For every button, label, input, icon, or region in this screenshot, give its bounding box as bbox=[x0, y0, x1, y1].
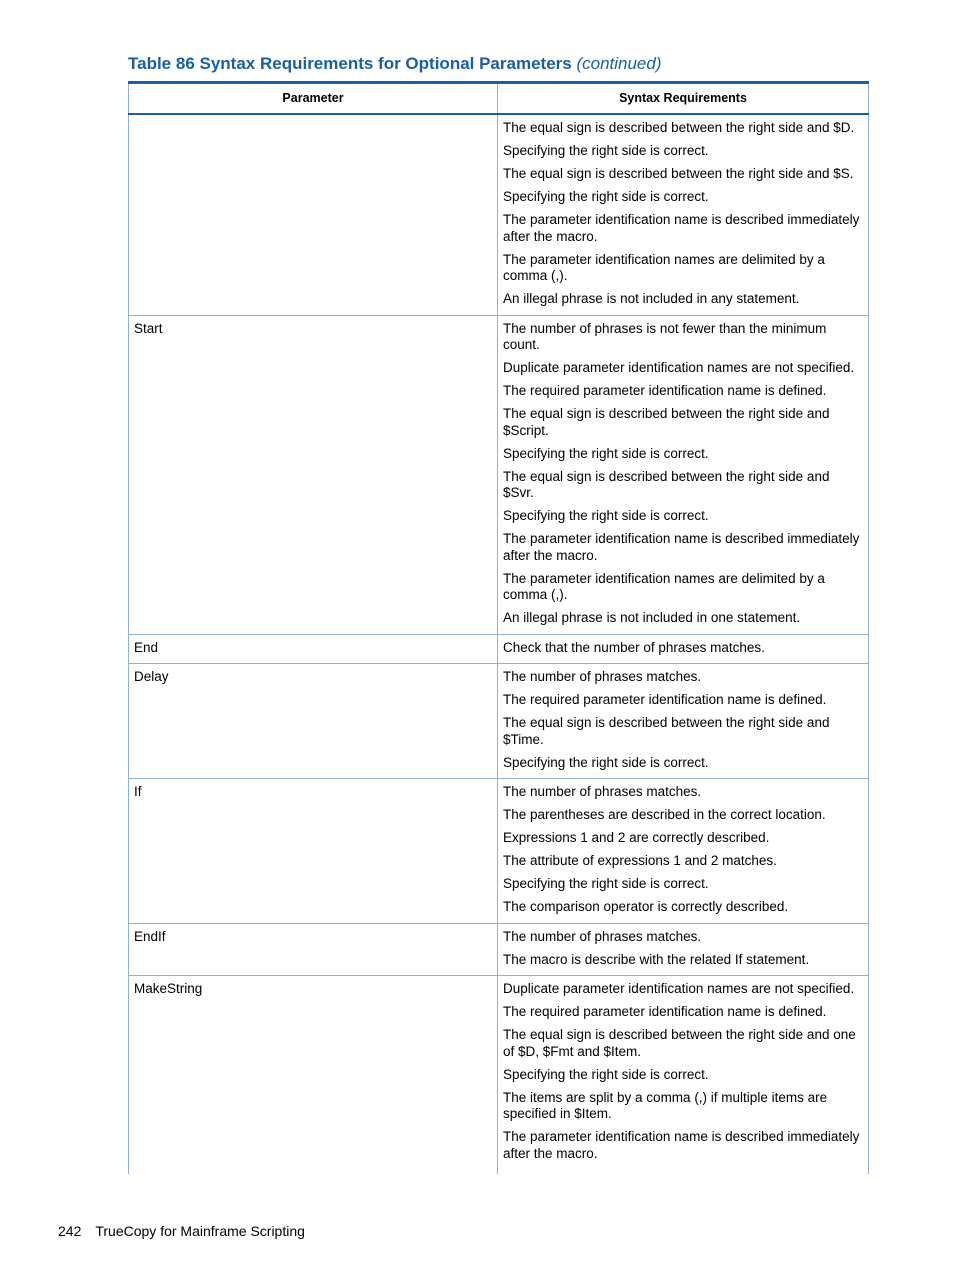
table-body bbox=[129, 114, 869, 1174]
table-header-row bbox=[129, 83, 869, 115]
requirement-text: The equal sign is described between the right side and $Svr. bbox=[503, 468, 830, 500]
parameter-name: Delay bbox=[134, 669, 169, 684]
requirement-text: The parentheses are described in the correct location. bbox=[503, 807, 826, 822]
requirements-cell bbox=[498, 923, 869, 976]
table-row bbox=[129, 634, 869, 664]
requirement-text: The comparison operator is correctly described. bbox=[503, 899, 789, 914]
header-syntax-requirements: Syntax Requirements bbox=[498, 83, 869, 115]
parameter-name: EndIf bbox=[134, 928, 166, 944]
requirement-text: Specifying the right side is correct. bbox=[503, 189, 709, 204]
parameter-cell bbox=[129, 976, 498, 1175]
page-footer bbox=[58, 1223, 305, 1239]
parameter-name: MakeString bbox=[134, 981, 203, 996]
requirement-text: The equal sign is described between the right side and one of $D, $Fmt and $Item. bbox=[503, 1027, 856, 1059]
requirement-text: The macro is describe with the related If statement. bbox=[503, 951, 810, 967]
parameter-cell bbox=[129, 779, 498, 924]
requirement-text: The items are split by a comma (,) if multiple items are specified in $Item. bbox=[503, 1089, 828, 1121]
parameter-name: If bbox=[134, 784, 142, 799]
requirement-text: The attribute of expressions 1 and 2 matches. bbox=[503, 853, 777, 868]
requirement-text: Expressions 1 and 2 are correctly described. bbox=[503, 830, 770, 845]
parameter-cell bbox=[129, 664, 498, 779]
requirement-text: The equal sign is described between the right side and $S. bbox=[503, 166, 854, 181]
table-title-main: Table 86 Syntax Requirements for Optional Parameters bbox=[128, 54, 572, 73]
requirement-text: Specifying the right side is correct. bbox=[503, 445, 709, 461]
requirement-text: The required parameter identification name is defined. bbox=[503, 1004, 827, 1019]
requirement-text: Duplicate parameter identification names are not specified. bbox=[503, 360, 855, 375]
document-title: TrueCopy for Mainframe Scripting bbox=[95, 1223, 305, 1239]
table-title bbox=[128, 54, 662, 74]
table-row bbox=[129, 923, 869, 976]
header-parameter: Parameter bbox=[129, 83, 498, 115]
parameter-cell bbox=[129, 923, 498, 976]
requirements-cell bbox=[498, 779, 869, 924]
table-row bbox=[129, 976, 869, 1175]
requirement-text: The parameter identification name is described immediately after the macro. bbox=[503, 212, 860, 244]
requirement-text: The parameter identification name is described immediately after the macro. bbox=[503, 531, 860, 563]
syntax-requirements-table-container bbox=[128, 81, 868, 1174]
requirement-text: The parameter identification names are delimited by a comma (,). bbox=[503, 251, 825, 283]
requirement-text: Specifying the right side is correct. bbox=[503, 143, 709, 158]
requirement-text: The number of phrases matches. bbox=[503, 669, 702, 684]
requirement-text: The equal sign is described between the right side and $D. bbox=[503, 120, 855, 135]
requirement-text: Specifying the right side is correct. bbox=[503, 754, 709, 770]
requirement-text: Specifying the right side is correct. bbox=[503, 508, 709, 523]
requirement-text: Duplicate parameter identification names are not specified. bbox=[503, 981, 855, 996]
requirement-text: An illegal phrase is not included in one statement. bbox=[503, 610, 801, 625]
table-row bbox=[129, 664, 869, 779]
requirements-cell bbox=[498, 634, 869, 664]
requirements-cell bbox=[498, 114, 869, 315]
syntax-requirements-table bbox=[128, 81, 869, 1174]
table-row bbox=[129, 779, 869, 924]
requirement-text: The number of phrases matches. bbox=[503, 928, 702, 944]
requirements-cell bbox=[498, 315, 869, 634]
requirement-text: The equal sign is described between the right side and $Time. bbox=[503, 715, 830, 747]
requirement-text: The parameter identification names are delimited by a comma (,). bbox=[503, 570, 825, 602]
requirement-text: An illegal phrase is not included in any statement. bbox=[503, 291, 800, 306]
table-row bbox=[129, 114, 869, 315]
requirement-text: Specifying the right side is correct. bbox=[503, 876, 709, 891]
requirement-text: The required parameter identification name is defined. bbox=[503, 692, 827, 707]
requirement-text: The required parameter identification name is defined. bbox=[503, 383, 827, 398]
requirements-cell bbox=[498, 976, 869, 1175]
parameter-cell bbox=[129, 315, 498, 634]
requirement-text: The number of phrases matches. bbox=[503, 784, 702, 799]
parameter-name: Start bbox=[134, 320, 163, 336]
requirement-text: The parameter identification name is described immediately after the macro. bbox=[503, 1129, 860, 1161]
requirement-text: The number of phrases is not fewer than the minimum count. bbox=[503, 320, 827, 352]
parameter-cell bbox=[129, 114, 498, 315]
table-title-continued: (continued) bbox=[576, 54, 662, 73]
parameter-cell bbox=[129, 634, 498, 664]
requirements-cell bbox=[498, 664, 869, 779]
requirement-text: Check that the number of phrases matches. bbox=[503, 639, 765, 655]
parameter-name: End bbox=[134, 639, 159, 655]
table-row bbox=[129, 315, 869, 634]
page-number: 242 bbox=[58, 1223, 82, 1239]
requirement-text: The equal sign is described between the right side and $Script. bbox=[503, 406, 830, 438]
requirement-text: Specifying the right side is correct. bbox=[503, 1066, 709, 1082]
